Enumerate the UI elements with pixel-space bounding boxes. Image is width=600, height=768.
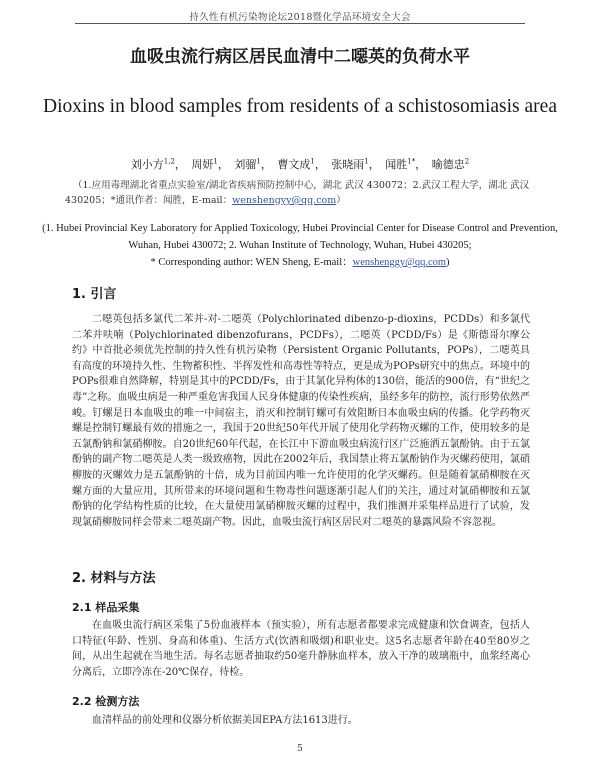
subsection-heading-sampling: 2.1 样品采集 bbox=[72, 601, 140, 614]
author-affiliation-mark: 1 bbox=[213, 157, 218, 166]
author-list: 刘小方$^{1,2}$， 周妍$^1$， 刘骝$^1$， 曹文成$^1$， 张晓雨$^1$， 闻胜$^{1*}$， 喻德忠$^2$ bbox=[130, 157, 470, 171]
author-name: 闻胜 bbox=[385, 158, 408, 171]
subsection-heading-detection: 2.2 检测方法 bbox=[72, 695, 140, 708]
title-chinese: 血吸虫流行病区居民血清中二噁英的负荷水平 bbox=[130, 47, 470, 67]
title-english: Dioxins in blood samples from residents of a schistosomiasis area bbox=[43, 96, 557, 117]
author-name: 喻德忠 bbox=[431, 158, 465, 171]
affiliation-english-line1: (1. Hubei Provincial Key Laboratory for Applied Toxicology, Hubei Provincial Center for Disease Control and Prevention, Wuhan, Hubei 430072; 2. Wuhan Institute of Technology, Wuhan, Hubei 430205; bbox=[42, 223, 558, 251]
affiliation-english-suffix: ) bbox=[446, 257, 450, 268]
author-name: 周妍 bbox=[191, 158, 214, 171]
section-heading-methods: 2. 材料与方法 bbox=[72, 571, 156, 586]
detection-paragraph: 血清样品的前处理和仪器分析依据美国EPA方法1613进行。 bbox=[92, 715, 358, 726]
author-affiliation-mark: 1 bbox=[310, 157, 315, 166]
section-heading-introduction: 1. 引言 bbox=[72, 287, 117, 302]
author-affiliation-mark: 2 bbox=[464, 157, 470, 166]
author-name: 张晓雨 bbox=[331, 158, 365, 171]
sampling-paragraph: 在血吸虫流行病区采集了5份血液样本（预实验），所有志愿者都要求完成健康和饮食调查，包括人口特征(年龄、性别、身高和体重)、生活方式(饮酒和吸烟)和职业史。这5名志愿者年龄在40至80岁之间，从出生起就在当地生活。每名志愿者抽取约50毫升静脉血样本，放入干净的玻璃瓶中，血浆经离心分离后，立即冷冻在-20℃保存，待检。 bbox=[72, 620, 530, 678]
author-affiliation-mark: 1,2 bbox=[163, 157, 175, 166]
affiliation-chinese-text: （1.应用毒理湖北省重点实验室/湖北省疾病预防控制中心，湖北 武汉 430072；2.武汉工程大学，湖北 武汉 430205；*通讯作者：闻胜，E-mail： bbox=[65, 180, 530, 206]
affiliation-chinese-suffix: ） bbox=[336, 195, 346, 206]
corresponding-author-label: * Corresponding author: WEN Sheng, E-mail： bbox=[150, 257, 353, 268]
author-name: 刘骝 bbox=[234, 158, 257, 171]
author-name: 曹文成 bbox=[277, 158, 311, 171]
affiliation-chinese bbox=[65, 178, 535, 208]
introduction-paragraph: 二噁英包括多氯代二苯并-对-二噁英（Polychlorinated dibenzo-p-dioxins，PCDDs）和多氯代二苯并呋喃（Polychlorinated dibenzofurans，PCDFs），二噁英（PCDD/Fs）是《斯德哥尔摩公约》中首批必须优先控制的持久性有机污染物（Persistent Organic Pollutants，POPs），二噁英具有高度的环境持久性、生物蓄积性、半挥发性和高毒性等特点，更是成为POPs研究中的焦点。环境中的POPs很难自然降解，特别是其中的PCDD/Fs，由于其氯化异构体的130倍，能活的900倍，有“世纪之毒”之称。血吸虫病是一种严重危害我国人民身体健康的传染性疾病，虽经多年的防控，流行形势依然严峻。钉螺是日本血吸虫的唯一中间宿主，消灭和控制钉螺可有效阻断日本血吸虫病的传播。化学药物灭螺是控制钉螺最有效的措施之一，我国于20世纪50年代开展了使用化学药物灭螺的工作，使用较多的是五氯酚钠和氯硝柳胺。自20世纪60年代起，在长江中下游血吸虫病流行区广泛施洒五氯酚钠。由于五氯酚钠的副产物二噁英是人类一级致癌物，因此在2002年后，我国禁止将五氯酚钠作为灭螺药使用，氯硝柳胺的灭螺效力是五氯酚钠的十倍，成为目前国内唯一允许使用的化学灭螺药。但是随着氯硝柳胺在灭螺方面的大量应用，其所带来的环境问题和生物毒性问题逐渐引起人们的关注，通过对氯硝柳胺和五氯酚钠的化学结构性质的比较，在大量使用氯硝柳胺灭螺的过程中，我们推测并采集样品进行了试验，发现氯硝柳胺同样会带来二噁英副产物。因此，血吸虫流行病区居民对二噁英的暴露风险不容忽视。 bbox=[72, 314, 530, 528]
author-affiliation-mark: 1* bbox=[407, 157, 416, 166]
author-affiliation-mark: 1 bbox=[256, 157, 261, 166]
corresponding-email-link-en[interactable]: wenshenggy@qq.com bbox=[352, 257, 447, 268]
corresponding-email-link[interactable]: wenshengyy@qq.com bbox=[232, 195, 337, 206]
author-name: 刘小方 bbox=[130, 158, 164, 171]
running-header: 持久性有机污染物论坛2018暨化学品环境安全大会 bbox=[189, 12, 411, 23]
page-number: 5 bbox=[297, 744, 303, 754]
affiliation-english bbox=[40, 220, 560, 271]
header-divider bbox=[75, 23, 525, 24]
author-affiliation-mark: 1 bbox=[364, 157, 369, 166]
